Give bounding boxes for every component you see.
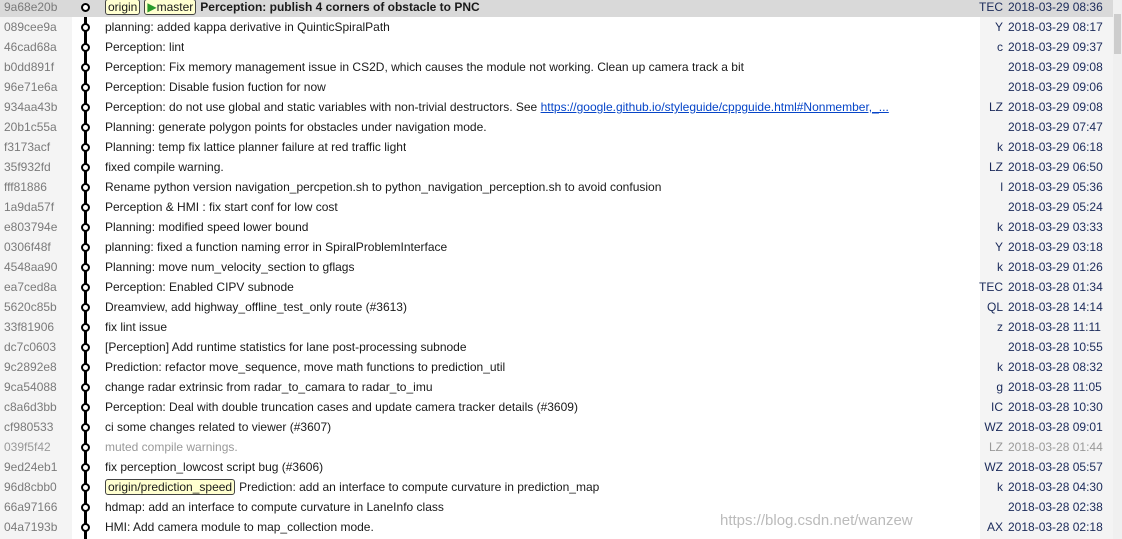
commit-node-icon: [81, 523, 90, 532]
commit-date: 2018-03-28 08:32: [1008, 360, 1103, 374]
commit-hash: 0306f48f: [4, 240, 51, 254]
commit-hash: 20b1c55a: [4, 120, 57, 134]
commit-node-icon: [81, 83, 90, 92]
commit-author: z: [997, 320, 1003, 334]
commit-row[interactable]: [0, 517, 1113, 537]
commit-row[interactable]: [0, 97, 1113, 117]
commit-hash: f3173acf: [4, 140, 51, 154]
commit-hash: 96e71e6a: [4, 80, 58, 94]
commit-message: planning: added kappa derivative in QuinticSpiralPath: [105, 20, 390, 34]
commit-row[interactable]: [0, 437, 1113, 457]
branch-label[interactable]: ▶master: [144, 0, 196, 15]
commit-row[interactable]: [0, 157, 1113, 177]
commit-message: Rename python version navigation_percpetion.sh to python_navigation_perception.sh to avoid confusion: [105, 180, 662, 194]
commit-date: 2018-03-29 07:47: [1008, 120, 1103, 134]
watermark: https://blog.csdn.net/wanzew: [720, 512, 913, 529]
commit-message: origin/prediction_speed Prediction: add an interface to compute curvature in prediction_map: [105, 477, 599, 497]
commit-row[interactable]: [0, 317, 1113, 337]
commit-node-icon: [81, 463, 90, 472]
commit-row[interactable]: [0, 217, 1113, 237]
commit-author: IC: [991, 400, 1003, 414]
commit-hash: dc7c0603: [4, 340, 57, 354]
commit-author: LZ: [988, 160, 1003, 174]
commit-author: k: [997, 480, 1003, 494]
commit-message: muted compile warnings.: [105, 440, 238, 454]
commit-row[interactable]: [0, 397, 1113, 417]
commit-node-icon: [81, 63, 90, 72]
commit-message: Perception: Fix memory management issue in CS2D, which causes the module not working. Clean up camera track a bit: [105, 60, 744, 74]
commit-node-icon: [81, 23, 90, 32]
commit-date: 2018-03-28 01:44: [1008, 440, 1103, 454]
commit-row[interactable]: [0, 137, 1113, 157]
commit-hash: 9a68e20b: [4, 0, 58, 14]
branch-label[interactable]: origin: [105, 0, 140, 15]
commit-hash: ea7ced8a: [4, 280, 57, 294]
commit-message: Perception: Deal with double truncation cases and update camera tracker details (#3609): [105, 400, 578, 414]
commit-date: 2018-03-29 09:06: [1008, 80, 1103, 94]
commit-hash: 1a9da57f: [4, 200, 55, 214]
commit-node-icon: [81, 203, 90, 212]
commit-row[interactable]: [0, 177, 1113, 197]
commit-node-icon: [81, 143, 90, 152]
head-arrow-icon: ▶: [147, 0, 157, 14]
commit-node-icon: [81, 503, 90, 512]
commit-date: 2018-03-28 11:05: [1008, 380, 1102, 394]
commit-message: change radar extrinsic from radar_to_camara to radar_to_imu: [105, 380, 433, 394]
commit-row[interactable]: [0, 0, 1113, 17]
commit-hash: 5620c85b: [4, 300, 57, 314]
commit-node-icon: [81, 183, 90, 192]
commit-date: 2018-03-28 04:30: [1008, 480, 1103, 494]
commit-row[interactable]: [0, 237, 1113, 257]
commit-author: g: [996, 380, 1003, 394]
commit-node-icon: [81, 383, 90, 392]
commit-row[interactable]: [0, 477, 1113, 497]
link[interactable]: https://google.github.io/styleguide/cppguide.html#Nonmember,_...: [540, 100, 889, 114]
commit-hash: 04a7193b: [4, 520, 58, 534]
commit-author: c: [997, 40, 1003, 54]
commit-author: Y: [994, 20, 1003, 34]
commit-hash: e803794e: [4, 220, 58, 234]
commit-row[interactable]: [0, 297, 1113, 317]
commit-row[interactable]: [0, 37, 1113, 57]
commit-hash: c8a6d3bb: [4, 400, 57, 414]
commit-message: HMI: Add camera module to map_collection mode.: [105, 520, 374, 534]
commit-hash: cf980533: [4, 420, 54, 434]
commit-node-icon: [81, 43, 90, 52]
vertical-scrollbar[interactable]: [1113, 0, 1122, 539]
commit-message: Planning: move num_velocity_section to gflags: [105, 260, 355, 274]
commit-author: QL: [986, 300, 1003, 314]
scrollbar-thumb[interactable]: [1114, 14, 1121, 54]
commit-node-icon: [81, 263, 90, 272]
commit-hash: 9ed24eb1: [4, 460, 58, 474]
commit-hash: 934aa43b: [4, 100, 58, 114]
commit-message: Perception: lint: [105, 40, 185, 54]
commit-row[interactable]: [0, 377, 1113, 397]
commit-node-icon: [81, 223, 90, 232]
commit-node-icon: [81, 163, 90, 172]
commit-node-icon: [81, 423, 90, 432]
commit-date: 2018-03-28 09:01: [1008, 420, 1103, 434]
commit-message: Perception: Enabled CIPV subnode: [105, 280, 294, 294]
commit-node-icon: [81, 303, 90, 312]
commit-author: LZ: [988, 100, 1003, 114]
commit-hash: 46cad68a: [4, 40, 57, 54]
commit-row[interactable]: [0, 117, 1113, 137]
commit-date: 2018-03-28 05:57: [1008, 460, 1103, 474]
commit-row[interactable]: [0, 337, 1113, 357]
commit-message: Perception: do not use global and static variables with non-trivial destructors. See https://google.github.io/styleguide/cppguide.html#Nonmember,_...: [105, 100, 889, 114]
commit-author: k: [997, 260, 1003, 274]
commit-message: Prediction: refactor move_sequence, move math functions to prediction_util: [105, 360, 506, 374]
commit-date: 2018-03-29 05:24: [1008, 200, 1103, 214]
commit-row[interactable]: [0, 417, 1113, 437]
commit-message: ci some changes related to viewer (#3607): [105, 420, 332, 434]
commit-author: k: [997, 220, 1003, 234]
commit-row[interactable]: [0, 357, 1113, 377]
commit-author: k: [997, 140, 1003, 154]
commit-row[interactable]: [0, 277, 1113, 297]
commit-author: WZ: [984, 460, 1003, 474]
commit-message: Planning: modified speed lower bound: [105, 220, 309, 234]
commit-message: fix lint issue: [105, 320, 168, 334]
commit-date: 2018-03-29 06:18: [1008, 140, 1103, 154]
commit-hash: 35f932fd: [4, 160, 51, 174]
commit-hash: 96d8cbb0: [4, 480, 57, 494]
commit-author: TEC: [979, 280, 1003, 294]
commit-node-icon: [81, 403, 90, 412]
commit-date: 2018-03-28 02:38: [1008, 500, 1103, 514]
commit-message: Perception: Disable fusion fuction for now: [105, 80, 326, 94]
commit-node-icon: [81, 483, 90, 492]
commit-message: hdmap: add an interface to compute curvature in LaneInfo class: [105, 500, 444, 514]
commit-node-icon: [81, 343, 90, 352]
commit-author: WZ: [984, 420, 1003, 434]
commit-date: 2018-03-29 08:36: [1008, 0, 1103, 14]
commit-date: 2018-03-29 08:17: [1008, 20, 1103, 34]
branch-label[interactable]: origin/prediction_speed: [105, 479, 235, 495]
commit-node-icon: [81, 323, 90, 332]
commit-message: fix perception_lowcost script bug (#3606): [105, 460, 324, 474]
commit-date: 2018-03-28 10:30: [1008, 400, 1103, 414]
commit-row[interactable]: [0, 17, 1113, 37]
commit-date: 2018-03-29 05:36: [1008, 180, 1103, 194]
commit-author: k: [997, 360, 1003, 374]
commit-hash: 9c2892e8: [4, 360, 57, 374]
commit-message: Dreamview, add highway_offline_test_only route (#3613): [105, 300, 407, 314]
commit-hash: 089cee9a: [4, 20, 57, 34]
commit-node-icon: [81, 363, 90, 372]
commit-hash: 33f81906: [4, 320, 55, 334]
commit-date: 2018-03-29 09:08: [1008, 100, 1103, 114]
commit-date: 2018-03-29 06:50: [1008, 160, 1103, 174]
commit-message: fixed compile warning.: [105, 160, 224, 174]
commit-row[interactable]: [0, 57, 1113, 77]
commit-node-icon: [81, 283, 90, 292]
commit-message: Planning: temp fix lattice planner failure at red traffic light: [105, 140, 407, 154]
commit-date: 2018-03-29 01:26: [1008, 260, 1103, 274]
commit-author: LZ: [988, 440, 1003, 454]
commit-author: TEC: [979, 0, 1003, 14]
commit-row[interactable]: [0, 457, 1113, 477]
commit-message: Perception & HMI : fix start conf for low cost: [105, 200, 338, 214]
commit-date: 2018-03-28 02:18: [1008, 520, 1103, 534]
commit-message: origin ▶master Perception: publish 4 corners of obstacle to PNC: [105, 0, 480, 17]
commit-date: 2018-03-28 01:34: [1008, 280, 1103, 294]
commit-message: planning: fixed a function naming error in SpiralProblemInterface: [105, 240, 448, 254]
commit-row[interactable]: [0, 257, 1113, 277]
commit-row[interactable]: [0, 77, 1113, 97]
commit-message: [Perception] Add runtime statistics for lane post-processing subnode: [105, 340, 467, 354]
commit-hash: 039f5f42: [4, 440, 51, 454]
commit-hash: fff81886: [4, 180, 47, 194]
commit-hash: 9ca54088: [4, 380, 57, 394]
commit-date: 2018-03-29 03:18: [1008, 240, 1103, 254]
commit-node-icon: [81, 103, 90, 112]
commit-author: l: [1000, 180, 1003, 194]
commit-node-icon: [81, 3, 90, 12]
commit-node-icon: [81, 243, 90, 252]
commit-author: Y: [994, 240, 1003, 254]
commit-node-icon: [81, 123, 90, 132]
commit-row[interactable]: [0, 197, 1113, 217]
commit-hash: b0dd891f: [4, 60, 55, 74]
commit-author: AX: [986, 520, 1003, 534]
commit-date: 2018-03-29 03:33: [1008, 220, 1103, 234]
commit-date: 2018-03-28 10:55: [1008, 340, 1103, 354]
commit-date: 2018-03-28 14:14: [1008, 300, 1103, 314]
commit-date: 2018-03-28 11:11: [1008, 320, 1101, 334]
commit-hash: 4548aa90: [4, 260, 58, 274]
commit-node-icon: [81, 443, 90, 452]
commit-hash: 66a97166: [4, 500, 58, 514]
commit-message: Planning: generate polygon points for obstacles under navigation mode.: [105, 120, 487, 134]
commit-date: 2018-03-29 09:37: [1008, 40, 1103, 54]
commit-date: 2018-03-29 09:08: [1008, 60, 1103, 74]
commit-row[interactable]: [0, 497, 1113, 517]
